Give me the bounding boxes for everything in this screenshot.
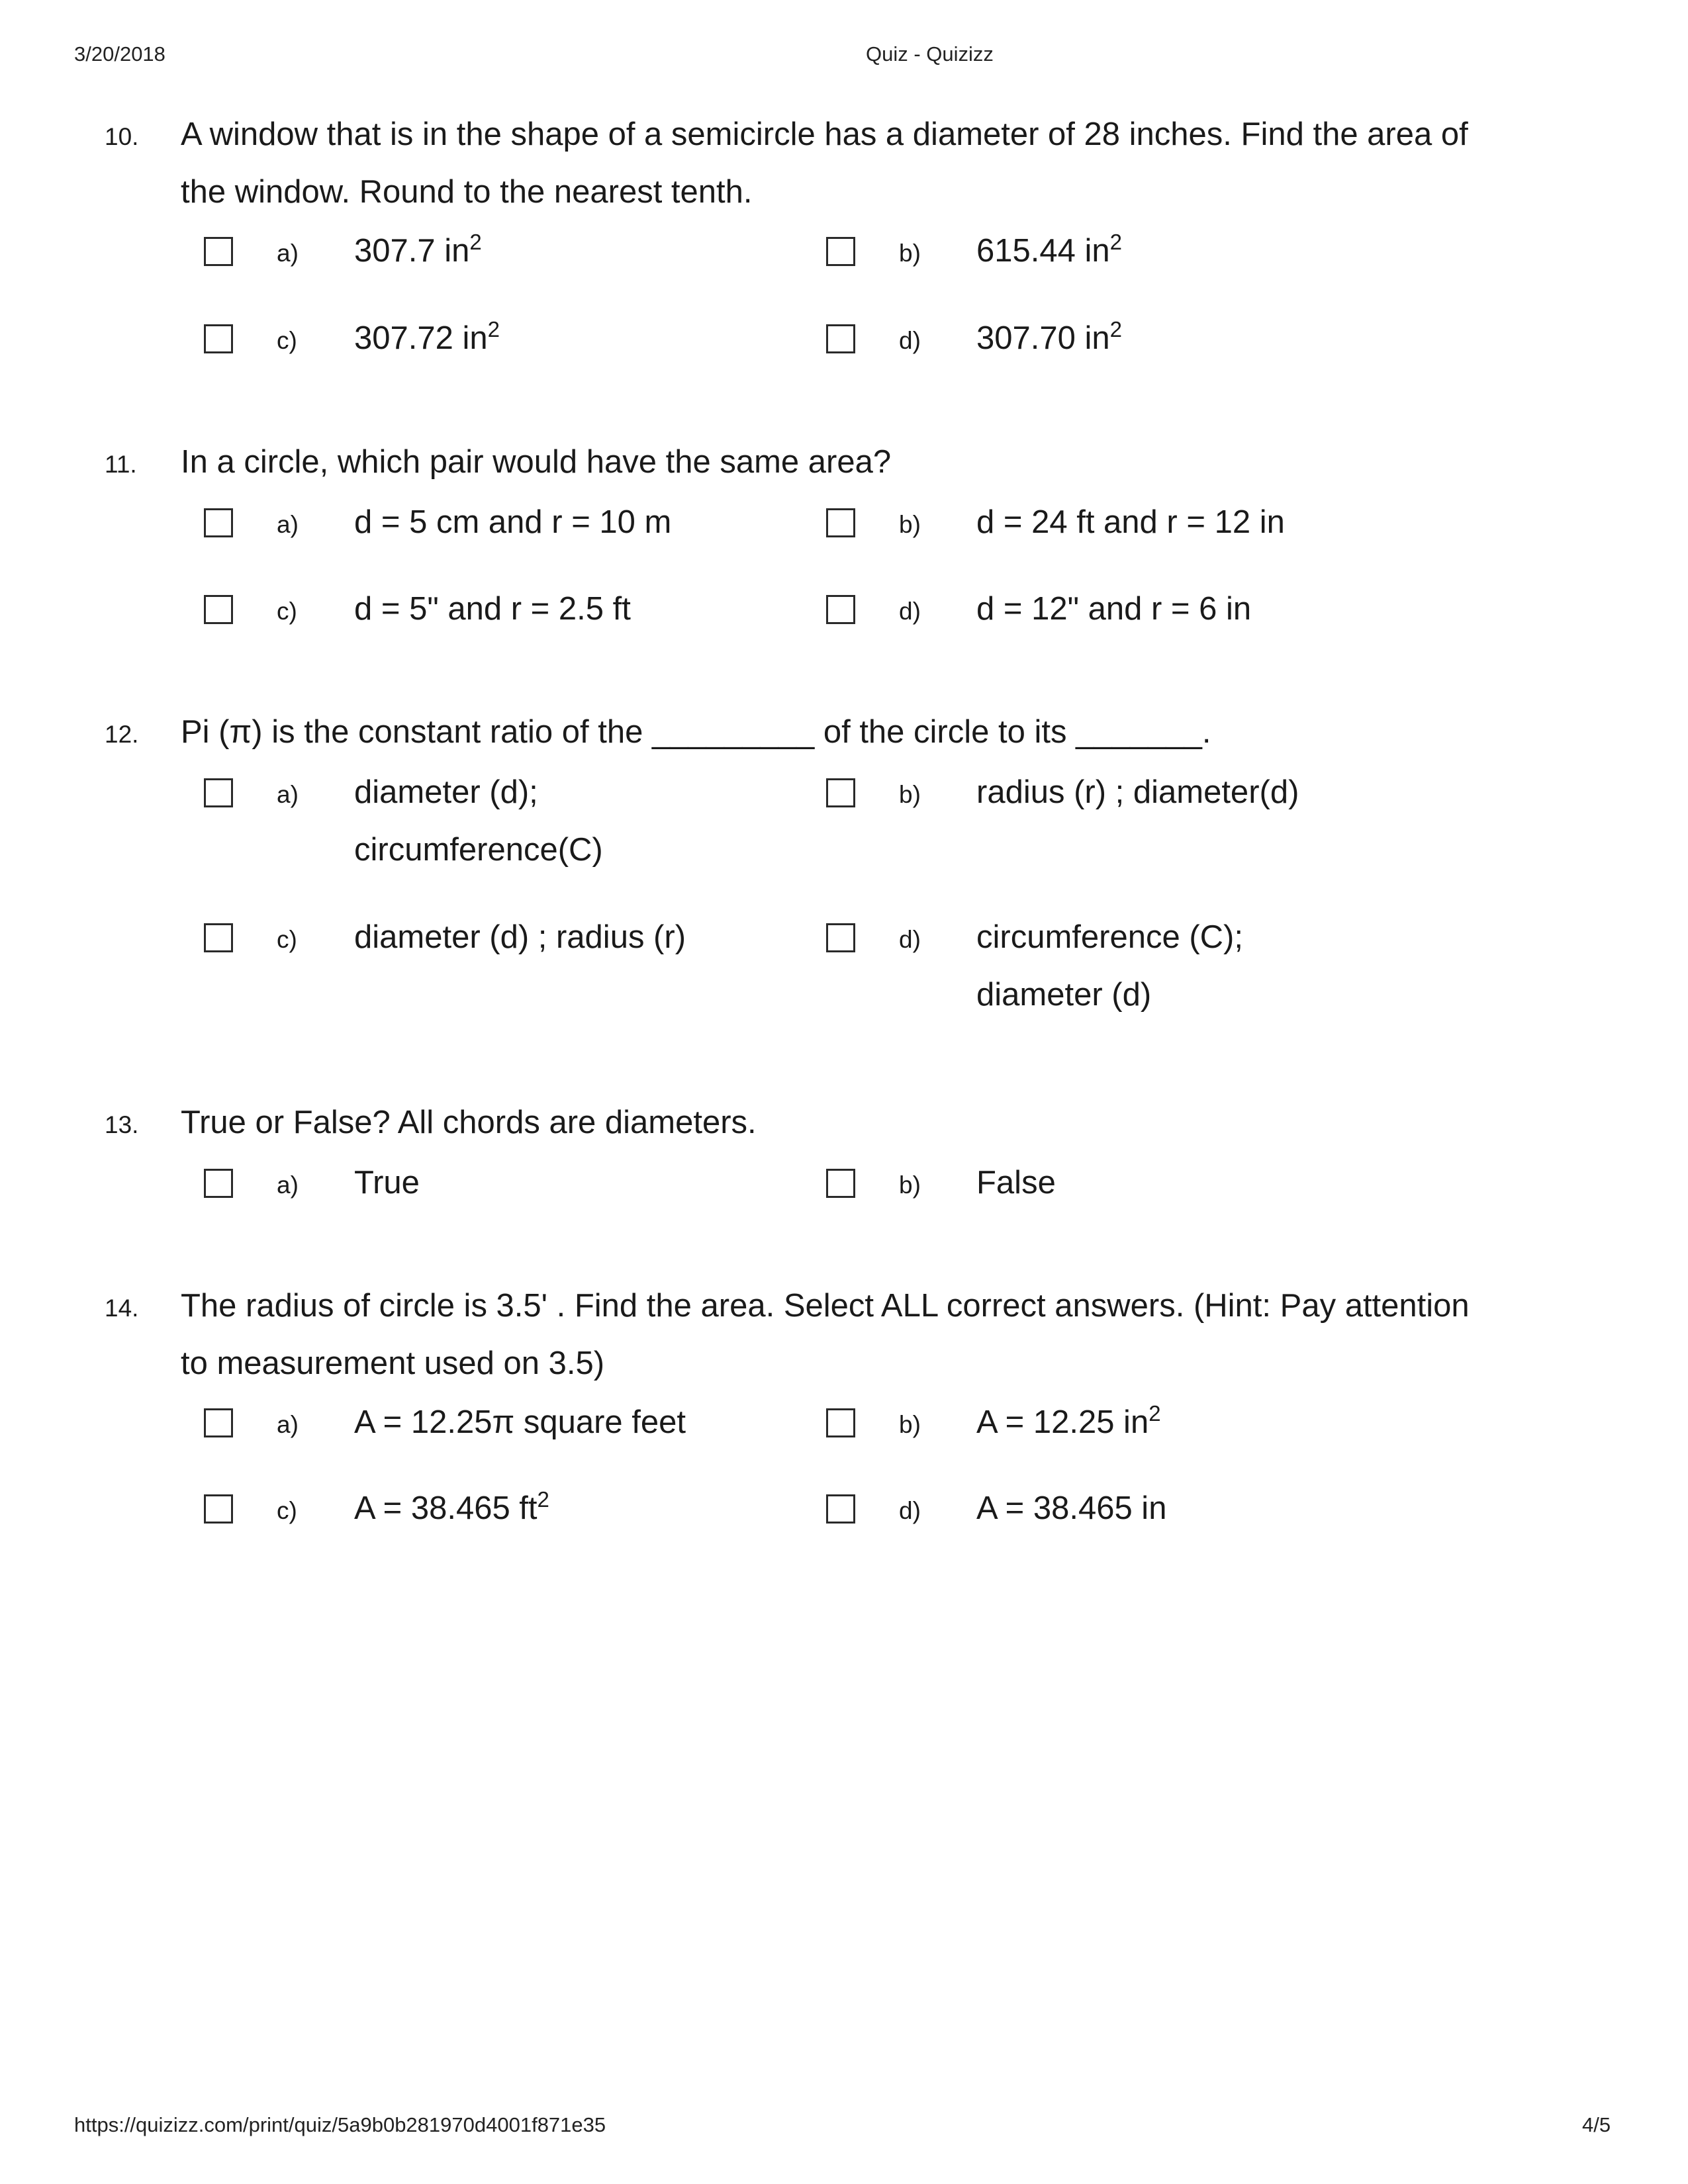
footer-url[interactable]: https://quizizz.com/print/quiz/5a9b0b281970d4001f871e35 [74, 2113, 606, 2136]
option-text: True [354, 1165, 420, 1201]
checkbox[interactable] [826, 1494, 855, 1524]
checkbox[interactable] [204, 1494, 233, 1524]
option-letter: a) [277, 511, 299, 538]
checkbox[interactable] [204, 324, 233, 353]
option-letter: a) [277, 1411, 299, 1438]
option-text: A = 12.25 $in^2$ [976, 1401, 1161, 1440]
option-text: diameter (d); circumference(C) [354, 774, 603, 868]
checkbox[interactable] [204, 1408, 233, 1437]
option-letter: c) [277, 327, 297, 354]
option-text: 307.70 $in^2$ [976, 317, 1122, 356]
option-letter: b) [899, 1171, 921, 1199]
checkbox[interactable] [204, 508, 233, 537]
checkbox[interactable] [826, 778, 855, 807]
option-letter: d) [899, 598, 921, 625]
option-text: d = 5" and r = 2.5 ft [354, 591, 631, 627]
question-text: True or False? All chords are diameters. [181, 1105, 757, 1140]
option-text: A = 12.25π square feet [354, 1404, 686, 1440]
option-letter: a) [277, 1171, 299, 1199]
option-text: d = 12" and r = 6 in [976, 591, 1252, 627]
question-text: A window that is in the shape of a semicircle has a diameter of 28 inches. Find the area of the window. Round to the nearest tenth. [181, 116, 1468, 210]
question-text: The radius of circle is 3.5' . Find the area. Select ALL correct answers. (Hint: Pay attention to measurement used on 3.5) [181, 1288, 1470, 1381]
option-letter: d) [899, 1497, 921, 1524]
option-letter: c) [277, 598, 297, 625]
option-text: 307.72 $in^2$ [354, 317, 500, 356]
option-letter: d) [899, 926, 921, 953]
option-letter: c) [277, 1497, 297, 1524]
option-text: diameter (d) ; radius (r) [354, 919, 686, 955]
question-text: Pi (π) is the constant ratio of the _________ of the circle to its _______. [181, 714, 1211, 750]
print-date: 3/20/2018 [74, 42, 165, 66]
option-text: False [976, 1165, 1056, 1201]
option-letter: a) [277, 781, 299, 808]
checkbox[interactable] [826, 595, 855, 624]
page-number: 4/5 [1582, 2113, 1611, 2136]
option-letter: b) [899, 1411, 921, 1438]
checkbox[interactable] [204, 923, 233, 952]
option-text: 615.44 $in^2$ [976, 230, 1122, 269]
checkbox[interactable] [826, 237, 855, 266]
option-text: radius (r) ; diameter(d) [976, 774, 1299, 810]
option-text: 307.7 $in^2$ [354, 230, 482, 269]
checkbox[interactable] [826, 324, 855, 353]
question-number: 12. [105, 721, 139, 748]
checkbox[interactable] [826, 1408, 855, 1437]
option-text: A = 38.465 $ft^2$ [354, 1487, 549, 1526]
checkbox[interactable] [204, 595, 233, 624]
checkbox[interactable] [826, 508, 855, 537]
checkbox[interactable] [204, 237, 233, 266]
option-text: A = 38.465 in [976, 1490, 1167, 1526]
option-text: d = 5 cm and r = 10 m [354, 504, 672, 540]
page-title: Quiz - Quizizz [866, 42, 994, 66]
option-letter: b) [899, 240, 921, 267]
checkbox[interactable] [826, 1169, 855, 1198]
question-text: In a circle, which pair would have the same area? [181, 444, 892, 480]
option-letter: b) [899, 511, 921, 538]
checkbox[interactable] [826, 923, 855, 952]
question-number: 11. [105, 451, 137, 478]
option-letter: a) [277, 240, 299, 267]
question-number: 13. [105, 1111, 139, 1138]
option-text: d = 24 ft and r = 12 in [976, 504, 1285, 540]
question-number: 10. [105, 123, 139, 150]
checkbox[interactable] [204, 778, 233, 807]
option-letter: c) [277, 926, 297, 953]
option-text: circumference (C); diameter (d) [976, 919, 1243, 1013]
option-letter: d) [899, 327, 921, 354]
question-number: 14. [105, 1295, 139, 1322]
checkbox[interactable] [204, 1169, 233, 1198]
option-letter: b) [899, 781, 921, 808]
